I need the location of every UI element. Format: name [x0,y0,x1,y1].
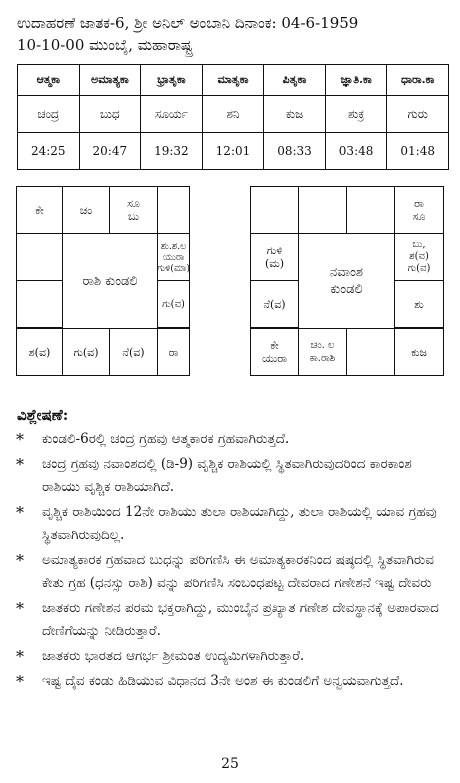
navamsha-cell-bottom-1: ಚಂ. ಲ ಕಾ.ರಾಶಿ [298,328,347,376]
karaka-header: ಜ್ಞಾತಿ.ಕಾ [325,65,387,96]
rashi-chart-title: ರಾಶಿ ಕುಂಡಲಿ [62,233,158,329]
point-text: ಕುಂಡಲಿ-6ರಲ್ಲಿ ಚಂದ್ರ ಗ್ರಹವು ಆತ್ಮಕಾರಕ ಗ್ರಹವಾಗಿರುತ್ತದೆ. [42,431,290,447]
navamsha-cell-left-1: ಗುಳಿ (ಮ) [250,233,299,281]
karaka-header: ಆತ್ಮಕಾ [18,65,80,96]
rashi-cell-right-2: ಗು(ವ) [157,280,190,328]
rashi-cell-top-2: ಸೂ ಬು [109,186,158,234]
karaka-planet: ಶನಿ [202,96,264,133]
karaka-degree: 20:47 [79,133,141,170]
navamsha-chart-title: ನವಾಂಶ ಕುಂಡಲಿ [298,233,395,329]
karaka-planet: ಚಂದ್ರ [18,96,80,133]
point-text: ಜಾತಕರು ಗಣೇಶನ ಪರಮ ಭಕ್ತರಾಗಿದ್ದು, ಮುಂಬೈನ ಪ್ರಖ್ಯಾತ ಗಣೇಶ ದೇವಸ್ಥಾನಕ್ಕೆ ಅಪಾರವಾದ ದೇಣಿಗೆಯನ್ನು ನೀಡಿರುತ್ತಾರೆ. [42,600,439,639]
rashi-cell-bottom-3: ರಾ [157,328,190,376]
navamsha-cell-top-2 [346,186,395,234]
page-number: 25 [221,756,239,772]
rashi-cell-bottom-0: ಶ(ವ) [16,328,63,376]
rashi-cell-bottom-1: ಗು(ವ) [62,328,110,376]
navamsha-cell-left-2: ನೆ(ವ) [250,280,299,328]
heading-line-1: ಉದಾಹರಣೆ ಜಾತಕ-6, ಶ್ರೀ ಅನಿಲ್ ಅಂಬಾನಿ ದಿನಾಂಕ: 04-6-1959 [17,14,359,32]
karaka-degree: 12:01 [202,133,264,170]
navamsha-cell-bottom-3: ಕುಜ [394,328,444,376]
point-text: ಚಂದ್ರ ಗ್ರಹವು ನವಾಂಶದಲ್ಲಿ (ಡಿ-9) ವೃಶ್ಚಿಕ ರಾಶಿಯಲ್ಲಿ ಸ್ಥಿತವಾಗಿರುವುದರಿಂದ ಕಾರಕಾಂಶ ರಾಶಿಯು ವೃಶ್ಚಿಕ ರಾಶಿಯಾಗಿದೆ. [42,456,412,495]
karaka-degree: 24:25 [18,133,80,170]
list-item [0,453,460,499]
bullet-star: * [16,503,24,522]
karaka-degree: 01:48 [387,133,449,170]
list-item [0,597,460,643]
point-text: ವೃಶ್ಚಿಕ ರಾಶಿಯಿಂದ 12ನೇ ರಾಶಿಯು ತುಲಾ ರಾಶಿಯಾಗಿದ್ದು, ತುಲಾ ರಾಶಿಯಲ್ಲಿ ಯಾವ ಗ್ರಹವು ಸ್ಥಿತವಾಗಿರುವುದಿಲ್ಲ. [42,504,437,543]
navamsha-cell-right-1: ಬು, ಶ(ವ) ಗು(ವ) [394,233,444,281]
list-item [0,670,460,693]
analysis-title: ವಿಶ್ಲೇಷಣೆ: [17,406,69,424]
rashi-cell-top-3 [157,186,190,234]
karaka-header: ಭ್ರಾತೃಕಾ [141,65,203,96]
rashi-cell-left-2 [16,280,63,328]
karaka-header: ಅಮಾತ್ಯಕಾ [79,65,141,96]
navamsha-chart [250,186,444,376]
analysis-list [0,428,460,695]
navamsha-cell-top-0 [250,186,299,234]
karaka-header: ಧಾರಾ.ಕಾ [387,65,449,96]
rashi-cell-right-1: ಶು.ಶ.ಲ ಯುರಾ ಗುಳಿ(ಮಾ) [157,233,190,281]
point-text: ಜಾತಕರು ಭಾರತದ ಆಗರ್ಭ ಶ್ರೀಮಂತ ಉದ್ಯಮಿಗಳಾಗಿರುತ್ತಾರೆ. [42,648,305,664]
karaka-planet: ಶುಕ್ರ [325,96,387,133]
karaka-header: ಪಿತೃಕಾ [264,65,326,96]
bullet-star: * [16,647,24,666]
karaka-planet: ಸೂರ್ಯ [141,96,203,133]
bullet-star: * [16,672,24,691]
karaka-degree: 19:32 [141,133,203,170]
navamsha-cell-bottom-2 [346,328,395,376]
list-item [0,645,460,668]
karaka-table [17,64,449,170]
karaka-degree-row [18,133,449,170]
list-item [0,549,460,595]
karaka-planet: ಕುಜ [264,96,326,133]
rashi-cell-bottom-2: ನೆ(ವ) [109,328,158,376]
karaka-header: ಮಾತೃಕಾ [202,65,264,96]
rashi-cell-top-0: ಕೇ [16,186,63,234]
karaka-planet: ಬುಧ [79,96,141,133]
bullet-star: * [16,551,24,570]
point-text: ಇಷ್ಟ ದೈವ ಕಂಡು ಹಿಡಿಯುವ ವಿಧಾನದ 3ನೇ ಅಂಶ ಈ ಕುಂಡಲಿಗೆ ಅನ್ವಯವಾಗುತ್ತದೆ. [42,673,404,689]
karaka-planet: ಗುರು [387,96,449,133]
rashi-chart [16,186,190,376]
navamsha-cell-top-1 [298,186,347,234]
navamsha-cell-right-2: ಶು [394,280,444,328]
bullet-star: * [16,430,24,449]
rashi-cell-left-1 [16,233,63,281]
karaka-degree: 03:48 [325,133,387,170]
karaka-degree: 08:33 [264,133,326,170]
bullet-star: * [16,455,24,474]
point-text: ಅಮಾತ್ಯಕಾರಕ ಗ್ರಹವಾದ ಬುಧನ್ನು ಪರಿಗಣಿಸಿ ಈ ಅಮಾತ್ಯಕಾರಕನಿಂದ ಷಷ್ಠದಲ್ಲಿ ಸ್ಥಿತವಾಗಿರುವ ಕೇತು ಗ್ರಹ (ಧನಸ್ಸು ರಾಶಿ) ವನ್ನು ಪರಿಗಣಿಸಿ ಸಂಬಂಧಪಟ್ಟ ದೇವರಾದ ಗಣೇಶನೆ ಇಷ್ಟ ದೇವರು [42,552,434,591]
navamsha-cell-top-3: ರಾ ಸೂ [394,186,444,234]
rashi-cell-top-1: ಚಂ [62,186,110,234]
karaka-header-row [18,65,449,96]
karaka-planet-row [18,96,449,133]
list-item [0,501,460,547]
navamsha-cell-bottom-0: ಕೇ ಯುರಾ [250,328,299,376]
heading-line-2: 10-10-00 ಮುಂಬೈ, ಮಹಾರಾಷ್ಟ್ರ [17,36,193,54]
list-item [0,428,460,451]
bullet-star: * [16,599,24,618]
example-heading [17,12,447,56]
